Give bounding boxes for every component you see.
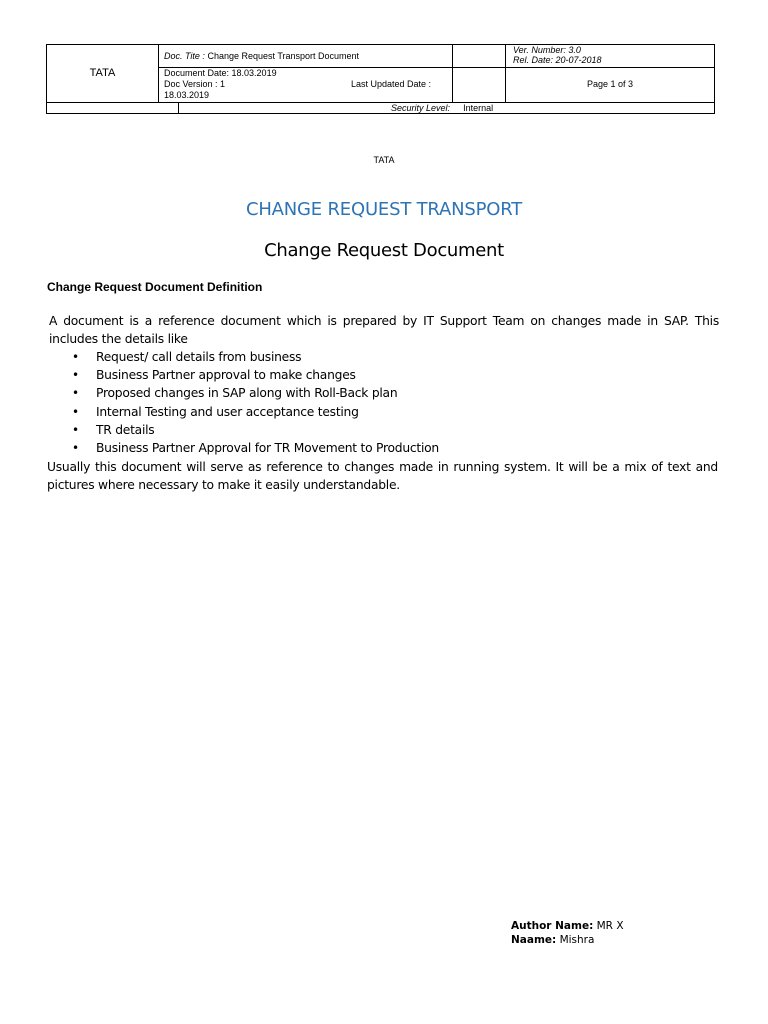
header-divider [158,45,159,102]
document-subtitle: Change Request Document [264,240,504,261]
header-doc-version: Doc Version : 1 [164,79,226,89]
header-doc-date: Document Date: 18.03.2019 [164,68,277,78]
bullet-icon: • [72,350,79,364]
header-divider [47,102,715,103]
author-naame-value: Mishra [559,934,595,946]
bullet-icon: • [72,386,79,401]
bullet-icon: • [72,440,79,455]
author-name-value: MR X [596,920,624,932]
section-heading: Change Request Document Definition [47,280,263,294]
bullet-icon: • [72,422,79,437]
document-header-table [46,44,715,114]
author-name-label: Author Name: [511,920,594,932]
header-divider [505,45,506,102]
header-security [391,104,493,113]
header-last-updated: Last Updated Date : [351,79,432,89]
author-naame-line [511,933,624,947]
header-divider [178,102,179,114]
header-doc-title-label: Doc. Tite : [164,51,205,61]
header-divider [452,45,453,102]
document-title: CHANGE REQUEST TRANSPORT [245,199,523,220]
header-doc-version-date: 18.03.2019 [164,90,210,100]
header-company: TATA [89,67,116,79]
author-block [511,919,624,947]
bullet-icon: • [72,368,79,383]
bullet-icon: • [72,404,79,419]
header-doc-title [164,52,359,61]
header-security-value: Internal [463,103,494,113]
header-security-label: Security Level: [391,103,451,113]
header-page-number: Page 1 of 3 [586,79,634,89]
author-naame-label: Naame: [511,934,557,946]
header-doc-title-value: Change Request Transport Document [207,51,360,61]
intro-paragraph: A document is a reference document which is prepared by IT Support Team on changes made in SAP. This includes the details like [49,314,719,346]
header-ver-number: Ver. Number: 3.0 [513,45,581,55]
organisation-name: TATA [373,155,395,165]
header-rel-date: Rel. Date: 20-07-2018 [513,55,602,65]
outro-paragraph: Usually this document will serve as reference to changes made in running system. It will be a mix of text and pictures where necessary to make it easily understandable. [47,460,718,492]
author-name-line [511,919,624,933]
